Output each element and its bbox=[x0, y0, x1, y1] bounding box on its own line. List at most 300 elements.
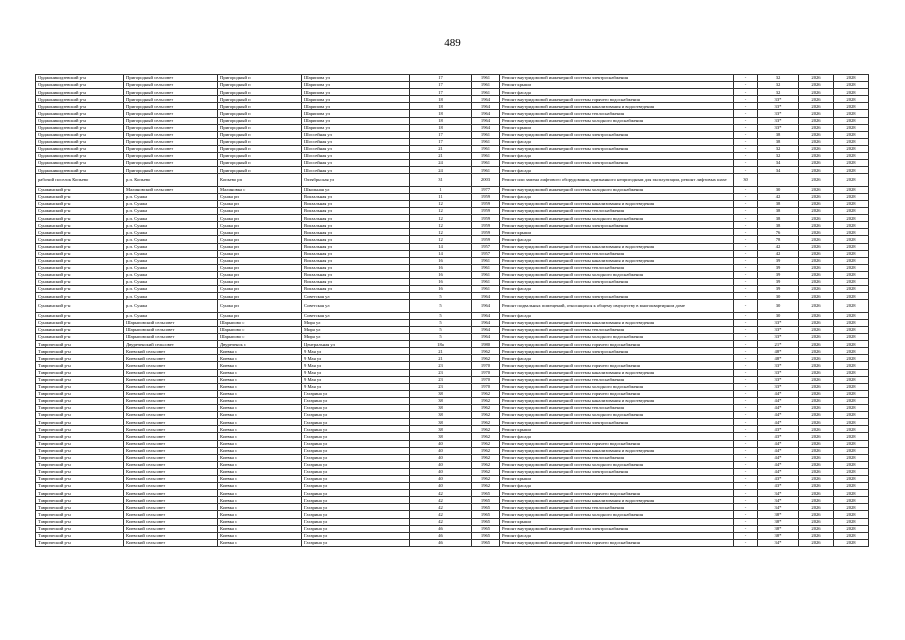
cell-street: Мира ул bbox=[302, 319, 410, 326]
cell-district: Сунжинский р-н bbox=[36, 236, 124, 243]
cell-district: Таврический р-н bbox=[36, 419, 124, 426]
cell-stage: - bbox=[734, 426, 758, 433]
cell-stage: - bbox=[734, 490, 758, 497]
cell-stage: - bbox=[734, 483, 758, 490]
cell-house-number: 23 bbox=[410, 376, 472, 383]
cell-house-number: 17 bbox=[410, 82, 472, 89]
cell-start-year: 2026 bbox=[799, 82, 834, 89]
cell-start-year: 2026 bbox=[799, 468, 834, 475]
table-row bbox=[36, 405, 869, 412]
cell-municipality: Киевский сельсовет bbox=[124, 504, 218, 511]
cell-work-type: Ремонт внутридомовой инженерной системы горячего водоснабжения bbox=[500, 96, 734, 103]
cell-start-year: 2026 bbox=[799, 271, 834, 278]
cell-house-number: 38 bbox=[410, 412, 472, 419]
cell-work-type: Ремонт фасада bbox=[500, 236, 734, 243]
cell-year-built: 1959 bbox=[472, 193, 500, 200]
cell-work-type: Ремонт фасада bbox=[500, 153, 734, 160]
table-row bbox=[36, 327, 869, 334]
cell-stage: - bbox=[734, 390, 758, 397]
cell-start-year: 2026 bbox=[799, 369, 834, 376]
cell-district: Сунжинский р-н bbox=[36, 334, 124, 341]
cell-settlement: Пригородный п bbox=[218, 131, 302, 138]
cell-street: Гагарина ул bbox=[302, 539, 410, 546]
cell-work-type: Ремонт внутридомовой инженерной системы электроснабжения bbox=[500, 468, 734, 475]
cell-settlement: Пригородный п bbox=[218, 145, 302, 152]
cell-year-built: 1959 bbox=[472, 236, 500, 243]
cell-stage: - bbox=[734, 208, 758, 215]
cell-settlement: Малиновка с bbox=[218, 186, 302, 193]
cell-settlement: Киевка с bbox=[218, 355, 302, 362]
cell-municipality: р.п. Сунжа bbox=[124, 215, 218, 222]
cell-municipality: р.п. Сунжа bbox=[124, 250, 218, 257]
cell-settlement: Шарыпово с bbox=[218, 334, 302, 341]
cell-district: Орджоникидзевский р-н bbox=[36, 103, 124, 110]
table-row bbox=[36, 243, 869, 250]
cell-year-built: 1962 bbox=[472, 433, 500, 440]
cell-start-year: 2026 bbox=[799, 201, 834, 208]
cell-cost: 34* bbox=[758, 539, 799, 546]
cell-cost: 33* bbox=[758, 96, 799, 103]
cell-year-built: 1962 bbox=[472, 412, 500, 419]
cell-start-year: 2026 bbox=[799, 117, 834, 124]
cell-house-number: 23 bbox=[410, 369, 472, 376]
cell-municipality: Киевский сельсовет bbox=[124, 447, 218, 454]
cell-district: Таврический р-н bbox=[36, 405, 124, 412]
cell-cost: 44* bbox=[758, 454, 799, 461]
cell-start-year: 2026 bbox=[799, 440, 834, 447]
cell-end-year: 2028 bbox=[834, 257, 869, 264]
cell-house-number: 42 bbox=[410, 511, 472, 518]
cell-municipality: Киевский сельсовет bbox=[124, 483, 218, 490]
cell-district: Таврический р-н bbox=[36, 433, 124, 440]
cell-house-number: 12 bbox=[410, 201, 472, 208]
cell-stage: - bbox=[734, 348, 758, 355]
cell-settlement: Киевка с bbox=[218, 539, 302, 546]
table-row bbox=[36, 110, 869, 117]
cell-start-year: 2026 bbox=[799, 153, 834, 160]
cell-stage: - bbox=[734, 82, 758, 89]
cell-house-number: 40 bbox=[410, 461, 472, 468]
cell-house-number: 17 bbox=[410, 75, 472, 82]
cell-start-year: 2026 bbox=[799, 319, 834, 326]
cell-street: Гагарина ул bbox=[302, 525, 410, 532]
cell-district: Таврический р-н bbox=[36, 348, 124, 355]
table-row bbox=[36, 348, 869, 355]
cell-municipality: р.п. Сунжа bbox=[124, 271, 218, 278]
cell-start-year: 2026 bbox=[799, 103, 834, 110]
cell-house-number: 21 bbox=[410, 145, 472, 152]
cell-district: Таврический р-н bbox=[36, 525, 124, 532]
cell-district: Таврический р-н bbox=[36, 440, 124, 447]
cell-street: Вокзальная ул bbox=[302, 250, 410, 257]
cell-start-year: 2026 bbox=[799, 75, 834, 82]
cell-municipality: р.п. Сунжа bbox=[124, 201, 218, 208]
cell-cost: 44* bbox=[758, 440, 799, 447]
cell-cost: 43* bbox=[758, 433, 799, 440]
cell-year-built: 1964 bbox=[472, 319, 500, 326]
cell-settlement: Киевка с bbox=[218, 447, 302, 454]
cell-year-built: 1962 bbox=[472, 483, 500, 490]
table-row bbox=[36, 131, 869, 138]
cell-year-built: 1961 bbox=[472, 167, 500, 174]
cell-start-year: 2026 bbox=[799, 376, 834, 383]
cell-work-type: Ремонт внутридомовой инженерной системы электроснабжения bbox=[500, 279, 734, 286]
cell-municipality: р.п. Сунжа bbox=[124, 300, 218, 313]
cell-house-number: 18 bbox=[410, 103, 472, 110]
cell-cost: 34* bbox=[758, 504, 799, 511]
cell-stage: - bbox=[734, 319, 758, 326]
cell-house-number: 5 bbox=[410, 312, 472, 319]
cell-start-year: 2026 bbox=[799, 539, 834, 546]
cell-cost: 33* bbox=[758, 334, 799, 341]
cell-start-year: 2026 bbox=[799, 355, 834, 362]
cell-work-type: Ремонт крыши bbox=[500, 229, 734, 236]
cell-stage: - bbox=[734, 419, 758, 426]
cell-street: Вокзальная ул bbox=[302, 264, 410, 271]
cell-year-built: 1961 bbox=[472, 75, 500, 82]
table-row bbox=[36, 412, 869, 419]
cell-start-year: 2026 bbox=[799, 348, 834, 355]
cell-start-year: 2026 bbox=[799, 341, 834, 348]
cell-start-year: 2026 bbox=[799, 300, 834, 313]
cell-district: Сунжинский р-н bbox=[36, 312, 124, 319]
cell-end-year: 2028 bbox=[834, 468, 869, 475]
cell-house-number: 38 bbox=[410, 405, 472, 412]
cell-street: Гагарина ул bbox=[302, 497, 410, 504]
cell-cost: 48* bbox=[758, 355, 799, 362]
cell-end-year: 2028 bbox=[834, 525, 869, 532]
cell-cost: 44* bbox=[758, 390, 799, 397]
cell-street: Шарипова ул bbox=[302, 96, 410, 103]
cell-start-year: 2026 bbox=[799, 222, 834, 229]
cell-house-number: 40 bbox=[410, 454, 472, 461]
cell-district: Сунжинский р-н bbox=[36, 300, 124, 313]
cell-district: Таврический р-н bbox=[36, 355, 124, 362]
cell-street: Вокзальная ул bbox=[302, 243, 410, 250]
cell-end-year: 2028 bbox=[834, 532, 869, 539]
cell-start-year: 2026 bbox=[799, 454, 834, 461]
cell-municipality: Киевский сельсовет bbox=[124, 383, 218, 390]
cell-work-type: Ремонт внутридомовой инженерной системы электроснабжения bbox=[500, 160, 734, 167]
cell-work-type: Ремонт внутридомовой инженерной системы холодного водоснабжения bbox=[500, 412, 734, 419]
cell-work-type: Ремонт крыши bbox=[500, 124, 734, 131]
cell-street: Вокзальная ул bbox=[302, 271, 410, 278]
cell-start-year: 2026 bbox=[799, 138, 834, 145]
cell-district: рабочий поселок Копьево bbox=[36, 174, 124, 187]
cell-district: Орджоникидзевский р-н bbox=[36, 160, 124, 167]
cell-stage: - bbox=[734, 468, 758, 475]
cell-municipality: Пригородный сельсовет bbox=[124, 131, 218, 138]
cell-stage: - bbox=[734, 412, 758, 419]
cell-year-built: 1959 bbox=[472, 222, 500, 229]
cell-municipality: р.п. Сунжа bbox=[124, 279, 218, 286]
cell-end-year: 2028 bbox=[834, 145, 869, 152]
table-row bbox=[36, 103, 869, 110]
cell-year-built: 1964 bbox=[472, 110, 500, 117]
cell-stage: - bbox=[734, 103, 758, 110]
cell-municipality: Киевский сельсовет bbox=[124, 468, 218, 475]
cell-work-type: Ремонт фасада bbox=[500, 286, 734, 293]
cell-house-number: 21 bbox=[410, 348, 472, 355]
table-row bbox=[36, 525, 869, 532]
cell-work-type: Ремонт крыши bbox=[500, 475, 734, 482]
cell-house-number: 40 bbox=[410, 468, 472, 475]
cell-district: Таврический р-н bbox=[36, 362, 124, 369]
cell-district: Таврический р-н bbox=[36, 483, 124, 490]
cell-end-year: 2028 bbox=[834, 110, 869, 117]
cell-street: Вокзальная ул bbox=[302, 193, 410, 200]
cell-stage: - bbox=[734, 215, 758, 222]
cell-year-built: 1965 bbox=[472, 532, 500, 539]
cell-municipality: Киевский сельсовет bbox=[124, 532, 218, 539]
cell-house-number: 31 bbox=[410, 174, 472, 187]
cell-stage: - bbox=[734, 433, 758, 440]
cell-municipality: Киевский сельсовет bbox=[124, 461, 218, 468]
cell-year-built: 1962 bbox=[472, 397, 500, 404]
cell-street: Вокзальная ул bbox=[302, 229, 410, 236]
cell-municipality: Пригородный сельсовет bbox=[124, 82, 218, 89]
cell-end-year: 2028 bbox=[834, 186, 869, 193]
cell-year-built: 1964 bbox=[472, 103, 500, 110]
cell-municipality: р.п. Копьево bbox=[124, 174, 218, 187]
cell-work-type: Ремонт внутридомовой инженерной системы холодного водоснабжения bbox=[500, 511, 734, 518]
cell-municipality: р.п. Сунжа bbox=[124, 243, 218, 250]
cell-work-type: Ремонт внутридомовой инженерной системы канализования и водоотведения bbox=[500, 257, 734, 264]
cell-street: Гагарина ул bbox=[302, 426, 410, 433]
cell-municipality: Киевский сельсовет bbox=[124, 397, 218, 404]
cell-street: 9 Мая ул bbox=[302, 362, 410, 369]
cell-start-year: 2026 bbox=[799, 426, 834, 433]
cell-settlement: Сунжа рп bbox=[218, 193, 302, 200]
cell-stage: - bbox=[734, 138, 758, 145]
table-row bbox=[36, 440, 869, 447]
cell-settlement: Копьево рп bbox=[218, 174, 302, 187]
cell-stage: - bbox=[734, 89, 758, 96]
cell-settlement: Киевка с bbox=[218, 475, 302, 482]
cell-street: 9 Мая ул bbox=[302, 383, 410, 390]
cell-house-number: 21 bbox=[410, 153, 472, 160]
cell-work-type: Ремонт внутридомовой инженерной системы теплоснабжения bbox=[500, 405, 734, 412]
cell-end-year: 2028 bbox=[834, 454, 869, 461]
cell-work-type: Ремонт внутридомовой инженерной системы электроснабжения bbox=[500, 293, 734, 300]
cell-settlement: Сунжа рп bbox=[218, 236, 302, 243]
cell-year-built: 1965 bbox=[472, 511, 500, 518]
cell-stage: - bbox=[734, 397, 758, 404]
cell-cost: 34 bbox=[758, 160, 799, 167]
cell-work-type: Ремонт внутридомовой инженерной системы электроснабжения bbox=[500, 348, 734, 355]
cell-cost: 32 bbox=[758, 89, 799, 96]
cell-stage: - bbox=[734, 327, 758, 334]
cell-cost: 30 bbox=[758, 186, 799, 193]
table-row bbox=[36, 257, 869, 264]
cell-house-number: 38 bbox=[410, 433, 472, 440]
cell-work-type: Ремонт внутридомовой инженерной системы электроснабжения bbox=[500, 222, 734, 229]
cell-house-number: 40 bbox=[410, 475, 472, 482]
cell-work-type: Ремонт внутридомовой инженерной системы теплоснабжения bbox=[500, 504, 734, 511]
cell-work-type: Ремонт фасада bbox=[500, 167, 734, 174]
cell-cost: 33* bbox=[758, 362, 799, 369]
cell-end-year: 2028 bbox=[834, 461, 869, 468]
cell-house-number: 16 bbox=[410, 257, 472, 264]
cell-end-year: 2028 bbox=[834, 433, 869, 440]
cell-end-year: 2028 bbox=[834, 124, 869, 131]
cell-stage: - bbox=[734, 312, 758, 319]
cell-work-type: Ремонт внутридомовой инженерной системы канализования и водоотведения bbox=[500, 397, 734, 404]
cell-work-type: Ремонт внутридомовой инженерной системы канализования и водоотведения bbox=[500, 103, 734, 110]
cell-work-type: Ремонт внутридомовой инженерной системы теплоснабжения bbox=[500, 376, 734, 383]
table-row bbox=[36, 89, 869, 96]
cell-stage: - bbox=[734, 440, 758, 447]
cell-district: Таврический р-н bbox=[36, 390, 124, 397]
cell-municipality: Пригородный сельсовет bbox=[124, 138, 218, 145]
cell-end-year: 2028 bbox=[834, 383, 869, 390]
cell-municipality: Пригородный сельсовет bbox=[124, 160, 218, 167]
cell-start-year: 2026 bbox=[799, 96, 834, 103]
table-row bbox=[36, 82, 869, 89]
table-row bbox=[36, 355, 869, 362]
cell-settlement: Киевка с bbox=[218, 376, 302, 383]
cell-stage: - bbox=[734, 201, 758, 208]
table-row bbox=[36, 383, 869, 390]
cell-street: Советская ул bbox=[302, 312, 410, 319]
cell-cost: 48* bbox=[758, 348, 799, 355]
cell-house-number: 40 bbox=[410, 447, 472, 454]
cell-district: Орджоникидзевский р-н bbox=[36, 117, 124, 124]
cell-year-built: 1961 bbox=[472, 138, 500, 145]
cell-work-type: Ремонт внутридомовой инженерной системы горячего водоснабжения bbox=[500, 490, 734, 497]
cell-start-year: 2026 bbox=[799, 405, 834, 412]
cell-municipality: Киевский сельсовет bbox=[124, 511, 218, 518]
cell-year-built: 1970 bbox=[472, 383, 500, 390]
cell-municipality: р.п. Сунжа bbox=[124, 229, 218, 236]
cell-stage: - bbox=[734, 264, 758, 271]
cell-stage: - bbox=[734, 145, 758, 152]
cell-end-year: 2028 bbox=[834, 312, 869, 319]
cell-work-type: Ремонт внутридомовой инженерной системы теплоснабжения bbox=[500, 264, 734, 271]
cell-street: Шарипова ул bbox=[302, 89, 410, 96]
cell-district: Орджоникидзевский р-н bbox=[36, 110, 124, 117]
cell-work-type: Ремонт крыши bbox=[500, 426, 734, 433]
cell-end-year: 2028 bbox=[834, 153, 869, 160]
cell-end-year: 2028 bbox=[834, 193, 869, 200]
cell-district: Таврический р-н bbox=[36, 461, 124, 468]
cell-house-number: 14 bbox=[410, 250, 472, 257]
cell-start-year: 2026 bbox=[799, 167, 834, 174]
cell-stage: - bbox=[734, 405, 758, 412]
table-row bbox=[36, 117, 869, 124]
cell-start-year: 2026 bbox=[799, 243, 834, 250]
cell-end-year: 2028 bbox=[834, 208, 869, 215]
cell-work-type: Ремонт фасада bbox=[500, 193, 734, 200]
cell-cost: 39 bbox=[758, 264, 799, 271]
cell-start-year: 2026 bbox=[799, 293, 834, 300]
cell-house-number: 17 bbox=[410, 131, 472, 138]
cell-work-type: Ремонт подвальных помещений, относящихся к общему имуществу в многоквартирном доме bbox=[500, 300, 734, 313]
cell-end-year: 2028 bbox=[834, 236, 869, 243]
cell-municipality: р.п. Сунжа bbox=[124, 193, 218, 200]
cell-year-built: 1961 bbox=[472, 82, 500, 89]
cell-end-year: 2028 bbox=[834, 390, 869, 397]
cell-end-year: 2028 bbox=[834, 376, 869, 383]
cell-cost: 30 bbox=[758, 312, 799, 319]
cell-end-year: 2028 bbox=[834, 518, 869, 525]
cell-end-year: 2028 bbox=[834, 341, 869, 348]
cell-settlement: Сунжа рп bbox=[218, 286, 302, 293]
cell-cost: 30 bbox=[758, 293, 799, 300]
cell-cost: 39 bbox=[758, 279, 799, 286]
cell-cost: 21* bbox=[758, 341, 799, 348]
cell-street: Шоссейная ул bbox=[302, 138, 410, 145]
cell-year-built: 1965 bbox=[472, 490, 500, 497]
cell-street: Шарипова ул bbox=[302, 110, 410, 117]
cell-year-built: 1964 bbox=[472, 117, 500, 124]
cell-end-year: 2028 bbox=[834, 397, 869, 404]
cell-house-number: 14 bbox=[410, 243, 472, 250]
cell-cost: 44* bbox=[758, 419, 799, 426]
cell-house-number: 42 bbox=[410, 497, 472, 504]
cell-settlement: Пригородный п bbox=[218, 138, 302, 145]
cell-municipality: р.п. Сунжа bbox=[124, 264, 218, 271]
cell-year-built: 1961 bbox=[472, 286, 500, 293]
cell-end-year: 2028 bbox=[834, 490, 869, 497]
cell-municipality: Киевский сельсовет bbox=[124, 376, 218, 383]
cell-settlement: Киевка с bbox=[218, 454, 302, 461]
table-row bbox=[36, 145, 869, 152]
cell-municipality: Малиновский сельсовет bbox=[124, 186, 218, 193]
cell-settlement: Киевка с bbox=[218, 419, 302, 426]
cell-street: Вокзальная ул bbox=[302, 257, 410, 264]
cell-house-number: 12 bbox=[410, 222, 472, 229]
cell-start-year: 2026 bbox=[799, 286, 834, 293]
cell-start-year: 2026 bbox=[799, 490, 834, 497]
table-row bbox=[36, 286, 869, 293]
cell-start-year: 2026 bbox=[799, 532, 834, 539]
cell-start-year: 2026 bbox=[799, 327, 834, 334]
cell-year-built: 1965 bbox=[472, 504, 500, 511]
cell-start-year: 2026 bbox=[799, 208, 834, 215]
cell-cost: 76 bbox=[758, 229, 799, 236]
cell-stage: - bbox=[734, 355, 758, 362]
cell-settlement: Сунжа рп bbox=[218, 312, 302, 319]
cell-settlement: Киевка с bbox=[218, 362, 302, 369]
cell-district: Таврический р-н bbox=[36, 376, 124, 383]
cell-year-built: 1964 bbox=[472, 124, 500, 131]
cell-street: Гагарина ул bbox=[302, 447, 410, 454]
cell-end-year: 2028 bbox=[834, 440, 869, 447]
cell-end-year: 2028 bbox=[834, 475, 869, 482]
cell-street: Вокзальная ул bbox=[302, 215, 410, 222]
cell-settlement: Сунжа рп bbox=[218, 215, 302, 222]
cell-house-number: 40 bbox=[410, 440, 472, 447]
cell-municipality: р.п. Сунжа bbox=[124, 257, 218, 264]
cell-end-year: 2028 bbox=[834, 327, 869, 334]
cell-work-type: Ремонт фасада bbox=[500, 483, 734, 490]
cell-work-type: Ремонт внутридомовой инженерной системы холодного водоснабжения bbox=[500, 334, 734, 341]
cell-street: 9 Мая ул bbox=[302, 355, 410, 362]
cell-street: Гагарина ул bbox=[302, 518, 410, 525]
cell-end-year: 2028 bbox=[834, 103, 869, 110]
table-row bbox=[36, 153, 869, 160]
cell-start-year: 2026 bbox=[799, 89, 834, 96]
cell-street: Советская ул bbox=[302, 300, 410, 313]
cell-house-number: 5 bbox=[410, 334, 472, 341]
cell-district: Сунжинский р-н bbox=[36, 186, 124, 193]
cell-district: Таврический р-н bbox=[36, 341, 124, 348]
cell-municipality: Двуреченский сельсовет bbox=[124, 341, 218, 348]
cell-settlement: Пригородный п bbox=[218, 82, 302, 89]
cell-settlement: Сунжа рп bbox=[218, 257, 302, 264]
cell-house-number: 12 bbox=[410, 229, 472, 236]
